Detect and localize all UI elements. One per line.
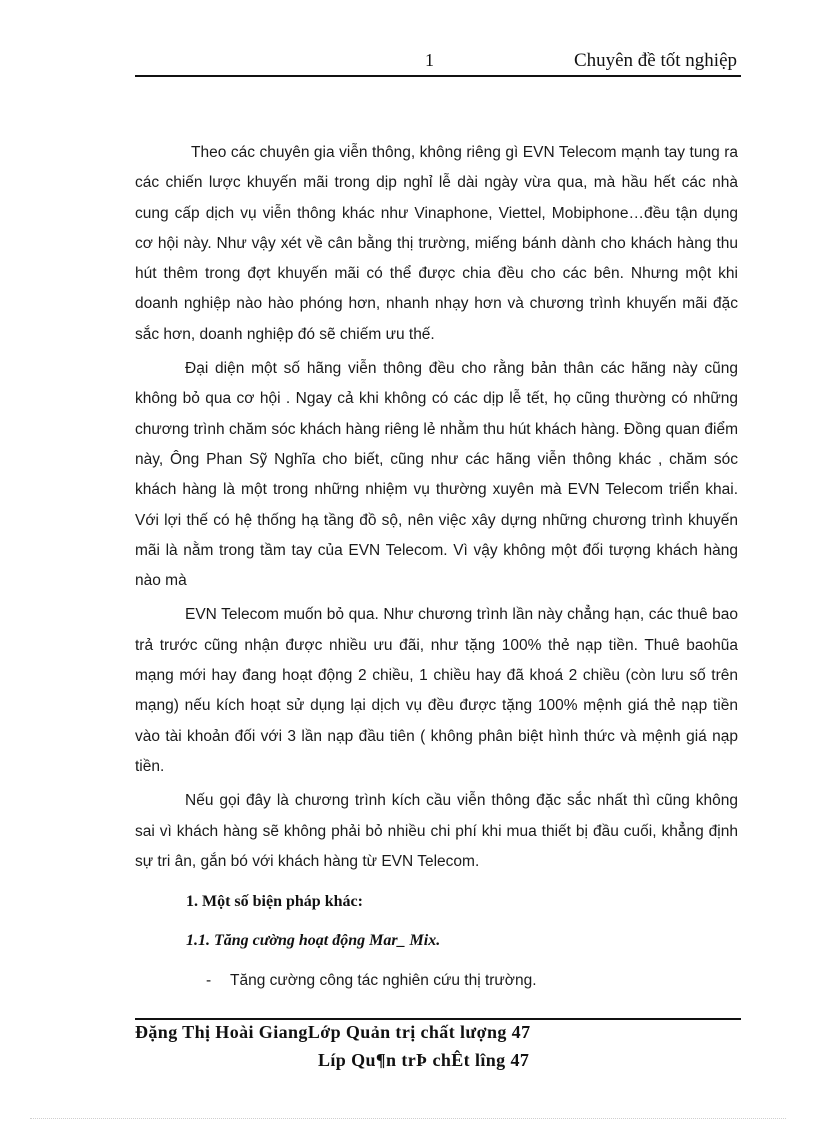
- header-title: Chuyên đề tốt nghiệp: [573, 50, 737, 71]
- footer-class: Líp Qu¶n trÞ chÊt lîng 47: [318, 1050, 530, 1070]
- subsection-heading: 1.1. Tăng cường hoạt động Mar_ Mix.: [186, 932, 441, 949]
- page-header: [135, 44, 741, 76]
- paragraph-4: Nếu gọi đây là chương trình kích cầu viễn thông đặc sắc nhất thì cũng không sai vì khách hàng sẽ không phải bỏ nhiều chi phí khi mua thiết bị đầu cuối, khẳng định sự tri ân, gắn bó với khách hàng từ EVN Telecom.: [135, 792, 738, 870]
- section-heading: 1. Một số biện pháp khác:: [186, 893, 363, 910]
- bullet-text: Tăng cường công tác nghiên cứu thị trường.: [230, 972, 537, 989]
- body-text: [135, 138, 738, 877]
- footer-author: Đặng Thị Hoài GiangLớp Quản trị chất lượng 47: [135, 1022, 531, 1042]
- list-item: [206, 972, 537, 990]
- page-bottom-edge: [30, 1118, 786, 1119]
- bullet-dash: -: [206, 972, 212, 989]
- header-divider: [135, 75, 741, 77]
- footer-divider: [135, 1018, 741, 1020]
- paragraph-3: EVN Telecom muốn bỏ qua. Như chương trình lần này chẳng hạn, các thuê bao trả trước cũng nhận được nhiều ưu đãi, như tặng 100% thẻ nạp tiền. Thuê baohũa mạng mới hay đang hoạt động 2 chiều, 1 chiều hay đã khoá 2 chiều (còn lưu số trên mạng) nếu kích hoạt sử dụng lại dịch vụ đều được tặng 100% mệnh giá thẻ nạp tiền vào tài khoản đối với 3 lần nạp đầu tiên ( không phân biệt hình thức và mệnh giá nạp tiền.: [135, 606, 738, 775]
- paragraph-2: Đại diện một số hãng viễn thông đều cho rằng bản thân các hãng này cũng không bỏ qua cơ hội . Ngay cả khi không có các dịp lễ tết, họ cũng thường có những chương trình chăm sóc khách hàng riêng lẻ nhằm thu hút khách hàng. Đồng quan điểm này, Ông Phan Sỹ Nghĩa cho biết, cũng như các hãng viễn thông khác , chăm sóc khách hàng là một trong những nhiệm vụ thường xuyên mà EVN Telecom triển khai. Với lợi thế có hệ thống hạ tầng đồ sộ, nên việc xây dựng những chương trình khuyến mãi là nằm trong tầm tay của EVN Telecom. Vì vậy không một đối tượng khách hàng nào mà: [135, 360, 738, 590]
- paragraph-1: Theo các chuyên gia viễn thông, không riêng gì EVN Telecom mạnh tay tung ra các chiến lược khuyến mãi trong dịp nghỉ lễ dài ngày vừa qua, mà hầu hết các nhà cung cấp dịch vụ viễn thông khác như Vinaphone, Viettel, Mobiphone…đều tận dụng cơ hội này. Như vậy xét về cân bằng thị trường, miếng bánh dành cho khách hàng thu hút thêm trong đợt khuyến mãi có thể được chia đều cho các bên. Nhưng một khi doanh nghiệp nào hào phóng hơn, nhanh nhạy hơn và chương trình khuyến mãi đặc sắc hơn, doanh nghiệp đó sẽ chiếm ưu thế.: [135, 144, 738, 343]
- page-number: 1: [425, 50, 434, 70]
